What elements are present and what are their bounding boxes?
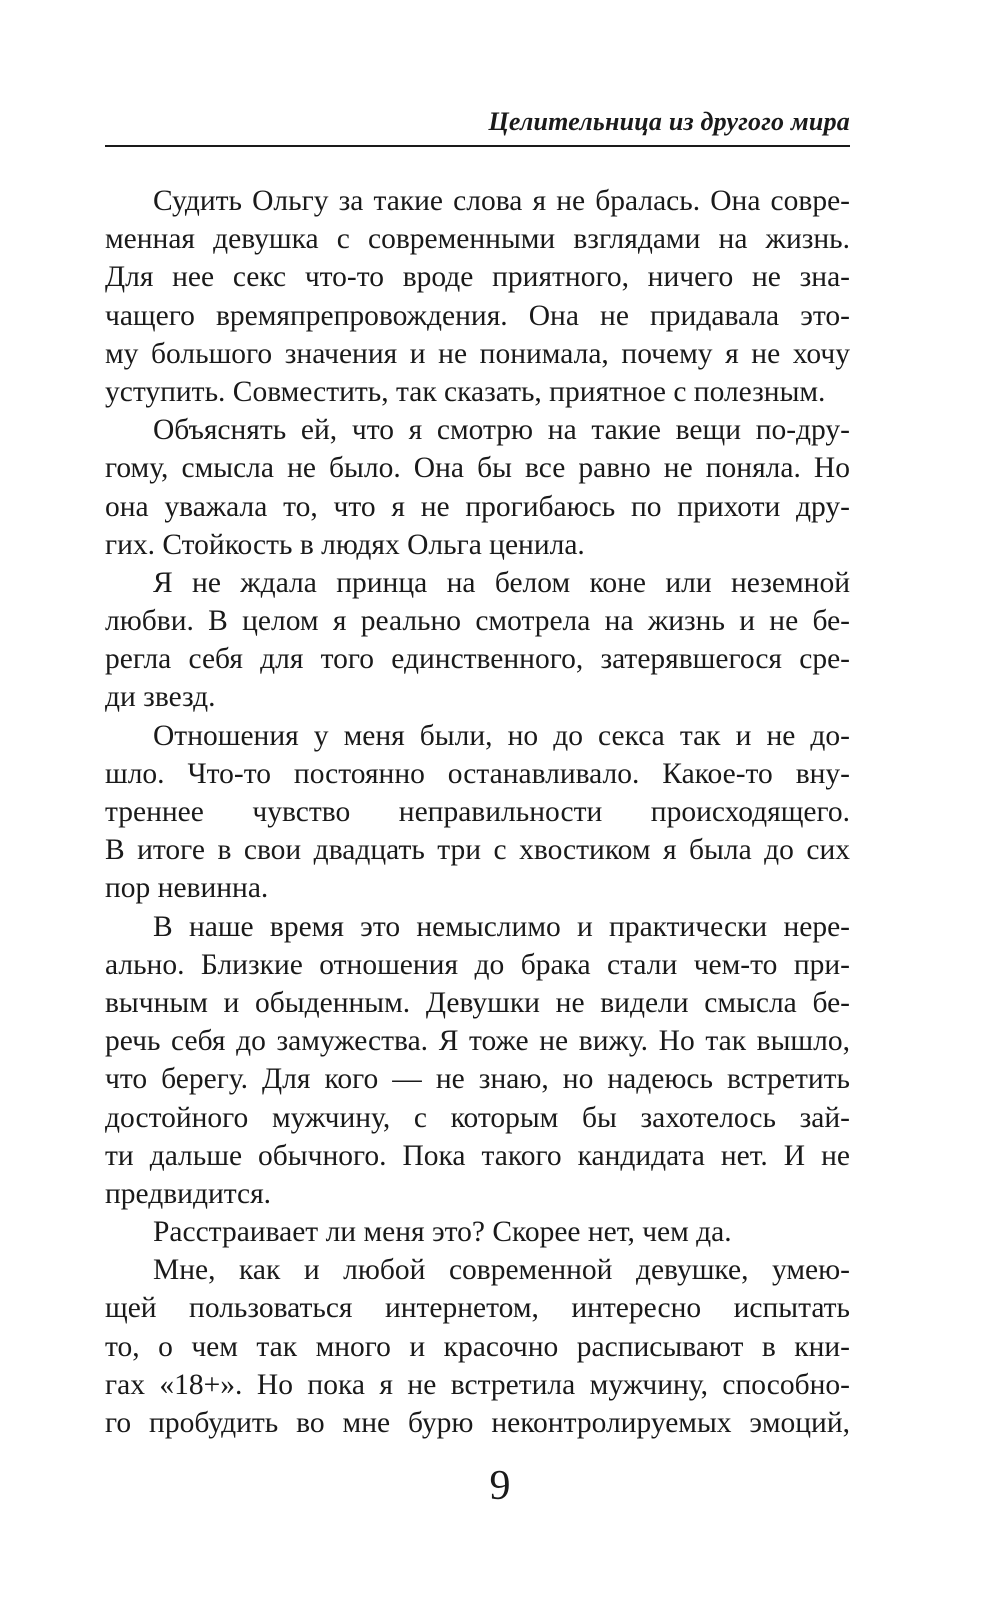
text-line: регла себя для того единственного, затерявшегося сре- — [105, 643, 850, 676]
text-line: ди звезд. — [105, 681, 216, 714]
text-line: чащего времяпрепровождения. Она не придавала это- — [105, 299, 850, 332]
header-rule — [105, 145, 850, 147]
text-line: треннее чувство неправильности происходящего. — [105, 796, 850, 828]
text-line: вычным и обыденным. Девушки не видели смысла бе- — [105, 986, 850, 1019]
text-line: В итоге в свои двадцать три с хвостиком я была до сих — [105, 834, 850, 867]
text-line: гому, смысла не было. Она бы все равно не поняла. Но — [105, 452, 850, 485]
text-line: предвидится. — [105, 1177, 272, 1210]
text-line: речь себя до замужества. Я тоже не вижу. Но так вышло, — [105, 1025, 850, 1058]
text-line: достойного мужчину, с которым бы захотелось зай- — [105, 1101, 850, 1134]
text-line: Объяснять ей, что я смотрю на такие вещи по-дру- — [153, 414, 850, 447]
text-line: она уважала то, что я не прогибаюсь по прихоти дру- — [105, 490, 850, 523]
text-line: ально. Близкие отношения до брака стали чем-то при- — [105, 948, 850, 981]
text-line: Я не ждала принца на белом коне или неземной — [153, 566, 850, 599]
text-line: му большого значения и не понимала, почему я не хочу — [105, 337, 850, 370]
text-line: щей пользоваться интернетом, интересно испытать — [105, 1292, 850, 1325]
text-line: Мне, как и любой современной девушке, умею- — [153, 1254, 850, 1287]
text-line: Отношения у меня были, но до секса так и не до- — [153, 719, 850, 752]
text-line: В наше время это немыслимо и практически нере- — [153, 910, 850, 943]
text-line: уступить. Совместить, так сказать, приятное с полезным. — [105, 375, 826, 408]
text-line: гах «18+». Но пока я не встретила мужчину, способно- — [105, 1368, 850, 1401]
text-line: менная девушка с современными взглядами на жизнь. — [105, 223, 850, 256]
text-line: пор невинна. — [105, 872, 269, 905]
text-line: Судить Ольгу за такие слова я не бралась. Она совре- — [153, 185, 850, 217]
text-line: любви. В целом я реально смотрела на жизнь и не бе- — [105, 605, 850, 638]
text-line: шло. Что-то постоянно останавливало. Какое-то вну- — [105, 757, 850, 790]
text-line: ти дальше обычного. Пока такого кандидата нет. И не — [105, 1139, 850, 1172]
running-head-title: Целительница из другого мира — [488, 107, 850, 136]
text-line: то, о чем так много и красочно расписывают в кни- — [105, 1330, 850, 1363]
text-line: гих. Стойкость в людях Ольга ценила. — [105, 528, 585, 561]
text-line: Расстраивает ли меня это? Скорее нет, чем да. — [153, 1216, 732, 1249]
page-number: 9 — [489, 1463, 511, 1509]
text-line: что берегу. Для кого — не знаю, но надеюсь встретить — [105, 1063, 850, 1096]
text-line: Для нее секс что-то вроде приятного, ничего не зна- — [105, 261, 850, 294]
text-line: го пробудить во мне бурю неконтролируемых эмоций, — [105, 1407, 850, 1439]
body-text — [105, 182, 850, 1442]
